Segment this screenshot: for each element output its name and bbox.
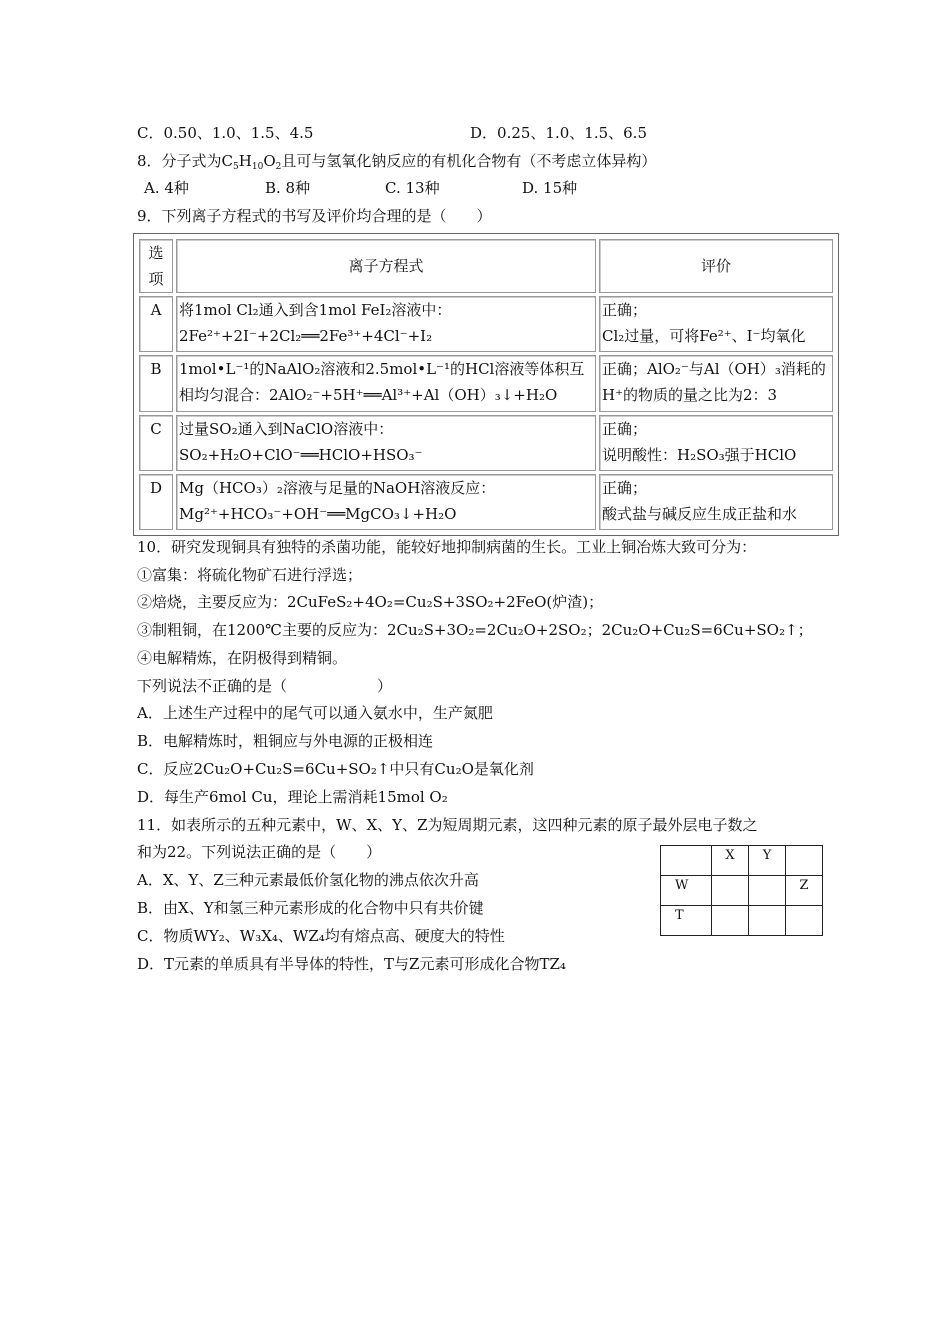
q8-option-c: C. 13种 (385, 179, 440, 197)
q7-option-c: C．0.50、1.0、1.5、4.5 (137, 124, 314, 142)
table-row (139, 474, 833, 530)
row-option: B (139, 355, 173, 411)
grid-cell: Y (749, 846, 786, 876)
q11-option-b: B．由X、Y和氢三种元素形成的化合物中只有共价键 (137, 899, 484, 917)
table-row (139, 415, 833, 471)
q10-step-4: ④电解精炼，在阴极得到精铜。 (137, 649, 348, 667)
q10-step-3: ③制粗铜，在1200℃主要的反应为：2Cu₂S+3O₂=2Cu₂O+2SO₂；2Cu₂O+Cu₂S=6Cu+SO₂↑； (137, 621, 813, 639)
q10-step-2: ②焙烧，主要反应为：2CuFeS₂+4O₂=Cu₂S+3SO₂+2FeO(炉渣)； (137, 593, 604, 611)
row-evaluation: 正确； 说明酸性：H₂SO₃强于HClO (599, 415, 833, 471)
q8-option-b: B. 8种 (265, 179, 311, 197)
grid-cell: T (661, 906, 712, 936)
table-header-row (139, 239, 833, 293)
q9-stem: 9．下列离子方程式的书写及评价均合理的是（ ） (137, 207, 492, 225)
row-equation: Mg（HCO₃）₂溶液与足量的NaOH溶液反应： Mg²⁺+HCO₃⁻+OH⁻══MgCO₃↓+H₂O (176, 474, 596, 530)
table-row (139, 355, 833, 411)
q8-option-a: A. 4种 (144, 179, 189, 197)
q11-option-a: A．X、Y、Z三种元素最低价氢化物的沸点依次升高 (137, 871, 479, 889)
q10-option-a: A．上述生产过程中的尾气可以通入氨水中，生产氮肥 (137, 704, 493, 722)
grid-cell (749, 906, 786, 936)
q7-option-d: D．0.25、1.0、1.5、6.5 (470, 124, 647, 142)
q11-option-c: C．物质WY₂、W₃X₄、WZ₄均有熔点高、硬度大的特性 (137, 927, 505, 945)
q8-option-d: D. 15种 (522, 179, 578, 197)
q10-option-d: D．每生产6mol Cu，理论上需消耗15mol O₂ (137, 788, 448, 806)
grid-cell (786, 906, 823, 936)
row-option: C (139, 415, 173, 471)
grid-cell (749, 876, 786, 906)
table-row (139, 296, 833, 352)
q10-step-1: ①富集：将硫化物矿石进行浮选； (137, 566, 363, 584)
grid-cell: W (661, 876, 712, 906)
grid-cell (712, 906, 749, 936)
grid-cell (661, 846, 712, 876)
row-option: D (139, 474, 173, 530)
q10-option-c: C．反应2Cu₂O+Cu₂S=6Cu+SO₂↑中只有Cu₂O是氧化剂 (137, 760, 534, 778)
grid-cell (712, 876, 749, 906)
grid-cell (786, 846, 823, 876)
row-evaluation: 正确；AlO₂⁻与Al（OH）₃消耗的 H⁺的物质的量之比为2：3 (599, 355, 833, 411)
row-evaluation: 正确； 酸式盐与碱反应生成正盐和水 (599, 474, 833, 530)
grid-cell: X (712, 846, 749, 876)
q10-question: 下列说法不正确的是（ ） (137, 677, 393, 695)
q10-option-b: B．电解精炼时，粗铜应与外电源的正极相连 (137, 732, 434, 750)
row-option: A (139, 296, 173, 352)
grid-row (661, 846, 823, 876)
row-evaluation: 正确； Cl₂过量，可将Fe²⁺、I⁻均氧化 (599, 296, 833, 352)
header-evaluation: 评价 (599, 239, 833, 293)
element-position-grid (660, 845, 823, 936)
grid-cell: Z (786, 876, 823, 906)
q11-stem-line2: 和为22。下列说法正确的是（ ） (137, 843, 382, 861)
q11-option-d: D．T元素的单质具有半导体的特性，T与Z元素可形成化合物TZ₄ (137, 955, 566, 973)
header-equation: 离子方程式 (176, 239, 596, 293)
row-equation: 1mol•L⁻¹的NaAlO₂溶液和2.5mol•L⁻¹的HCl溶液等体积互 相均匀混合：2AlO₂⁻+5H⁺══Al³⁺+Al（OH）₃↓+H₂O (176, 355, 596, 411)
row-equation: 过量SO₂通入到NaClO溶液中： SO₂+H₂O+ClO⁻══HClO+HSO₃⁻ (176, 415, 596, 471)
q9-reaction-table (133, 233, 839, 536)
q8-stem: 8．分子式为$C_5H_{10}O_2$且可与氢氧化钠反应的有机化合物有（不考虑立体异构） (137, 152, 657, 172)
row-equation: 将1mol Cl₂通入到含1mol FeI₂溶液中： 2Fe²⁺+2I⁻+2Cl₂══2Fe³⁺+4Cl⁻+I₂ (176, 296, 596, 352)
grid-row (661, 876, 823, 906)
q10-stem: 10．研究发现铜具有独特的杀菌功能，能较好地抑制病菌的生长。工业上铜冶炼大致可分为： (137, 538, 757, 556)
header-option: 选项 (139, 239, 173, 293)
q11-stem-line1: 11．如表所示的五种元素中，W、X、Y、Z为短周期元素，这四种元素的原子最外层电子数之 (137, 816, 758, 834)
grid-row (661, 906, 823, 936)
